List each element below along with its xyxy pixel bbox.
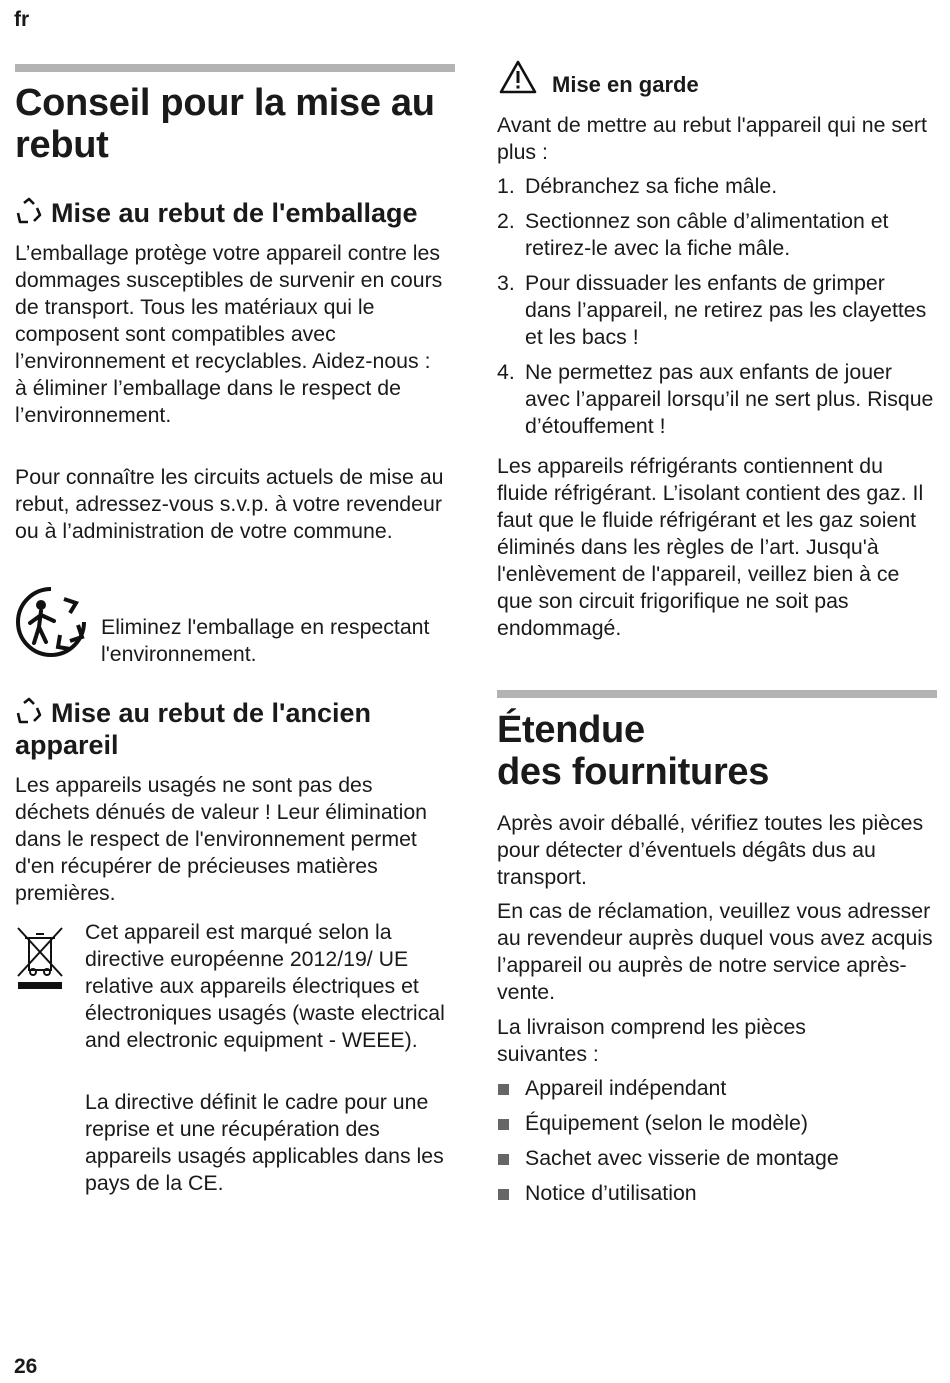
page-number: 26 xyxy=(14,1355,38,1378)
symbol-caption: Eliminez l'emballage en respectant l'environnement. xyxy=(101,615,430,666)
section-heading-old-appliance xyxy=(15,697,455,761)
recycle-icon xyxy=(15,697,43,725)
crossed-bin-icon xyxy=(15,924,65,992)
warning-triangle-icon xyxy=(499,60,537,94)
list-item: Équipement (selon le modèle) xyxy=(497,1110,935,1137)
list-item: 1. Débranchez sa fiche mâle. xyxy=(497,174,778,198)
packaging-paragraph-1: L’emballage protège votre appareil contre les dommages susceptibles de survenir en cours de transport. Tous les matériaux qui le composent sont compatibles avec l’environnement et recyclables. Aidez-nous : à éliminer l’emballage dans le respect de l’environnement. xyxy=(15,241,443,427)
warning-header xyxy=(497,60,937,100)
warning-refrigerant-paragraph: Les appareils réfrigérants contiennent du fluide réfrigérant. L’isolant contient des gaz. Il faut que le fluide réfrigérant et les gaz soient éliminés dans les règles de l’art. Jusqu'à l'enlèvement de l'appareil, veillez bien à ce que son circuit frigorifique ne soit pas endommagé. xyxy=(497,454,924,640)
warning-steps xyxy=(497,173,935,448)
packaging-paragraph-2: Pour connaître les circuits actuels de mise au rebut, adressez-vous s.v.p. à votre revendeur ou à l’administration de votre commune. xyxy=(15,465,444,543)
warning-title: Mise en garde xyxy=(552,72,699,97)
section-rule xyxy=(15,64,455,72)
list-item: Appareil indépendant xyxy=(497,1075,935,1102)
warning-intro: Avant de mettre au rebut l'appareil qui ne sert plus : xyxy=(497,113,927,164)
page-title: Conseil pour la mise au rebut xyxy=(15,82,435,166)
list-item: 2. Sectionnez son câble d’alimentation et retirez-le avec la fiche mâle. xyxy=(497,209,889,260)
scope-paragraph-1: Après avoir déballé, vérifiez toutes les pièces pour détecter d’éventuels dégâts dus au transport. xyxy=(497,811,924,889)
section-heading-line1: Mise au rebut de l'ancien xyxy=(51,698,372,728)
language-code: fr xyxy=(14,8,30,31)
scope-paragraph-3: La livraison comprend les pièces suivantes : xyxy=(497,1015,806,1066)
triman-recycle-icon xyxy=(14,585,88,659)
section-heading-packaging xyxy=(15,197,465,229)
section-rule xyxy=(497,690,937,698)
scope-title: Étendue des fournitures xyxy=(497,709,770,793)
section-heading-text: Mise au rebut de l'emballage xyxy=(51,198,418,228)
list-item: Sachet avec visserie de montage xyxy=(497,1145,935,1172)
list-item: 4. Ne permettez pas aux enfants de jouer avec l’appareil lorsqu’il ne sert plus. Risque d’étouffement ! xyxy=(497,360,934,438)
scope-paragraph-2: En cas de réclamation, veuillez vous adresser au revendeur auprès duquel vous avez acquis l’appareil ou auprès de notre service après-vente. xyxy=(497,899,933,1004)
section-heading-line2: appareil xyxy=(15,730,119,760)
recycle-icon xyxy=(15,197,43,225)
list-item: Notice d’utilisation xyxy=(497,1180,935,1207)
list-item: 3. Pour dissuader les enfants de grimper dans l’appareil, ne retirez pas les clayettes et les bacs ! xyxy=(497,271,927,349)
weee-paragraph-2: La directive définit le cadre pour une reprise et une récupération des appareils usagés applicables dans les pays de la CE. xyxy=(85,1090,444,1195)
delivery-items xyxy=(497,1075,935,1215)
old-appliance-paragraph: Les appareils usagés ne sont pas des déchets dénués de valeur ! Leur élimination dans le respect de l'environnement permet d'en récupérer de précieuses matières premières. xyxy=(15,773,428,905)
weee-paragraph-1: Cet appareil est marqué selon la directive européenne 2012/19/ UE relative aux appareils électriques et électroniques usagés (waste electrical and electronic equipment - WEEE). xyxy=(85,920,445,1052)
